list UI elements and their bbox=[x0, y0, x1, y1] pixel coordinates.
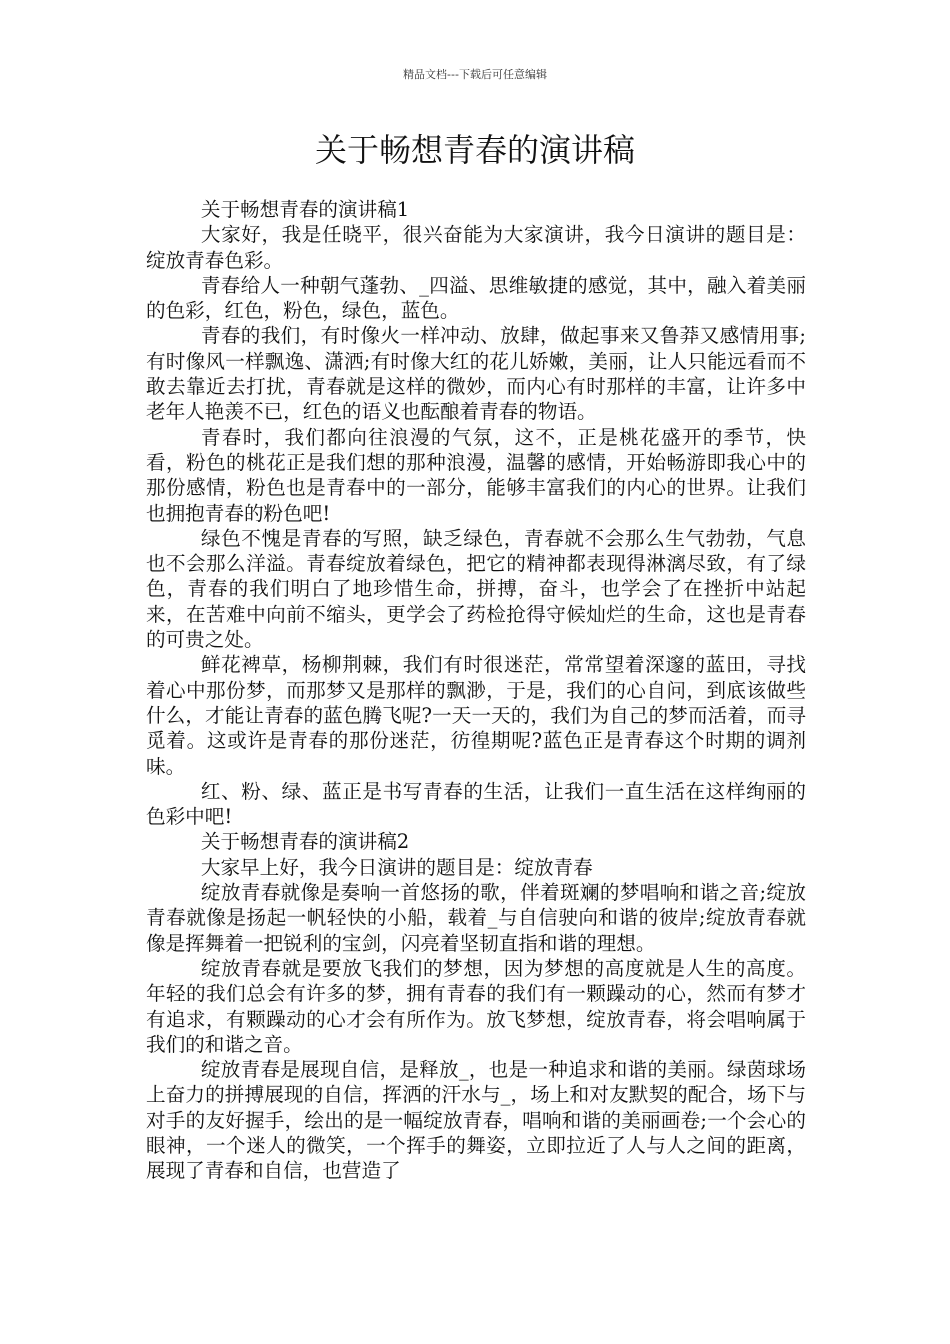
subheading-speech-1: 关于畅想青春的演讲稿1 bbox=[200, 198, 410, 221]
paragraph: 绽放青春是展现自信，是释放_，也是一种追求和谐的美丽。绿茵球场上奋力的拼搏展现的自信，挥洒的汗水与_，场上和对友默契的配合，场下与对手的友好握手，绘出的是一幅绽放青春，唱响和谐的美丽画卷;一个会心的眼神，一个迷人的微笑，一个挥手的舞姿，立即拉近了人与人之间的距离，展现了青春和自信，也营造了 bbox=[146, 1058, 806, 1183]
document-body bbox=[146, 197, 806, 1184]
paragraph: 青春给人一种朝气蓬勃、_四溢、思维敏捷的感觉，其中，融入着美丽的色彩，红色，粉色，绿色，蓝色。 bbox=[146, 273, 806, 323]
paragraph: 大家早上好，我今日演讲的题目是：绽放青春 bbox=[200, 855, 593, 879]
header-note: 精品文档---下载后可任意编辑 bbox=[403, 68, 547, 81]
paragraph: 青春的我们，有时像火一样冲动、放肆，做起事来又鲁莽又感情用事;有时像风一样飘逸、潇洒;有时像大红的花儿娇嫩，美丽，让人只能远看而不敢去靠近去打扰，青春就是这样的微妙，而内心有时那样的丰富，让许多中老年人艳羡不已，红色的语义也酝酿着青春的物语。 bbox=[146, 324, 806, 424]
paragraph: 鲜花裨草，杨柳荆棘，我们有时很迷茫，常常望着深邃的蓝田，寻找着心中那份梦，而那梦又是那样的飘渺，于是，我们的心自问，到底该做些什么，才能让青春的蓝色腾飞呢?一天一天的，我们为自己的梦而活着，而寻觅着。这或许是青春的那份迷茫，彷徨期呢?蓝色正是青春这个时期的调剂味。 bbox=[146, 653, 806, 778]
document-title: 关于畅想青春的演讲稿 bbox=[314, 131, 635, 169]
paragraph: 青春时，我们都向往浪漫的气氛，这不，正是桃花盛开的季节，快看，粉色的桃花正是我们想的那种浪漫，温馨的感情，开始畅游即我心中的那份感情，粉色也是青春中的一部分，能够丰富我们的内心的世界。让我们也拥抱青春的粉色吧! bbox=[146, 425, 806, 525]
paragraph: 绽放青春就像是奏响一首悠扬的歌，伴着斑斓的梦唱响和谐之音;绽放青春就像是扬起一帆轻快的小船，载着_与自信驶向和谐的彼岸;绽放青春就像是挥舞着一把锐利的宝剑，闪亮着坚韧直指和谐的理想。 bbox=[146, 881, 806, 955]
paragraph: 红、粉、绿、蓝正是书写青春的生活，让我们一直生活在这样绚丽的色彩中吧! bbox=[146, 779, 806, 829]
paragraph: 绿色不愧是青春的写照，缺乏绿色，青春就不会那么生气勃勃，气息也不会那么洋溢。青春绽放着绿色，把它的精神都表现得淋漓尽致，有了绿色，青春的我们明白了地珍惜生命，拼搏，奋斗，也学会了在挫折中站起来，在苦难中向前不缩头，更学会了药检抢得守候灿烂的生命，这也是青春的可贵之处。 bbox=[146, 526, 806, 652]
paragraph: 绽放青春就是要放飞我们的梦想，因为梦想的高度就是人生的高度。年轻的我们总会有许多的梦，拥有青春的我们有一颗躁动的心，然而有梦才有追求，有颗躁动的心才会有所作为。放飞梦想，绽放青春，将会唱响属于我们的和谐之音。 bbox=[146, 956, 806, 1056]
paragraph: 大家好，我是任晓平，很兴奋能为大家演讲，我今日演讲的题目是：绽放青春色彩。 bbox=[146, 223, 806, 272]
subheading-speech-2: 关于畅想青春的演讲稿2 bbox=[200, 830, 410, 854]
